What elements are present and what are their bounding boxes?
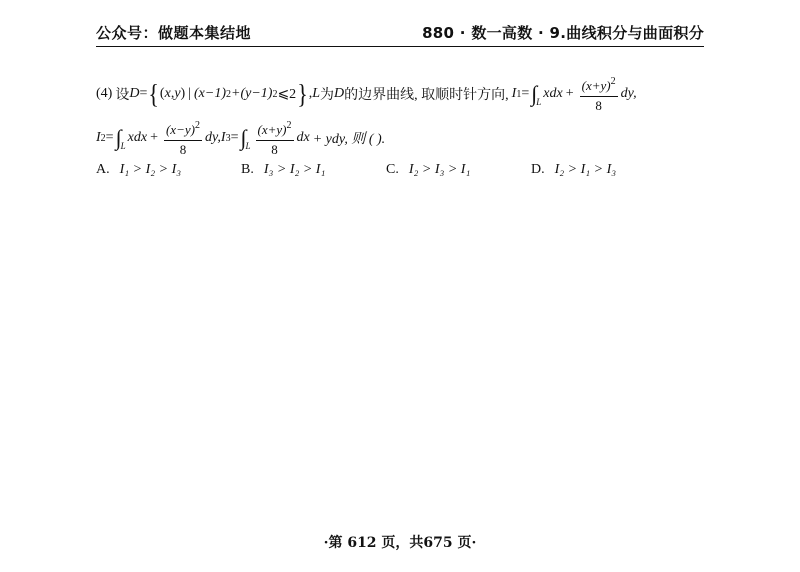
header-divider [96, 46, 704, 47]
integral-label-3: I [220, 130, 226, 145]
integral-sign: ∫ L [531, 81, 542, 107]
problem-description: 的边界曲线, 取顺时针方向, [344, 88, 509, 103]
set-name: D [129, 86, 140, 101]
integral-sign: ∫ L [240, 125, 251, 151]
option-a[interactable]: A. I₁ > I₂ > I₃ [96, 162, 182, 177]
header-source: 公众号：做题本集结地 [96, 24, 252, 42]
condition-term-a: (x−1) [194, 86, 227, 101]
problem-line-1: (4) 设 D = { (x,y) | (x−1) 2 +(y−1) 2 ⩽2 } , L 为 D 的边界曲线, 取顺时针方向, I 1 = ∫ L xdx + $\frac{(x+y)^2}{8}$ dy, [96, 72, 706, 116]
condition-term-b: +(y−1) [231, 86, 273, 101]
set-separator: | [188, 86, 192, 101]
option-b-text: I₃ > I₂ > I₁ [263, 162, 326, 177]
problem-line-2: I 2 = ∫ L xdx + $\frac{(x-y)^2}{8}$ dy, I 3 = ∫ L $\frac{(x+y)^2}{8}$ dx + ydy, 则 ( ). [96, 116, 706, 160]
problem-intro: 设 [115, 88, 130, 103]
option-d-text: I₂ > I₁ > I₃ [554, 162, 617, 177]
problem-block [96, 72, 706, 178]
answer-options [96, 162, 706, 178]
header-chapter: 880 · 数一高数 · 9.曲线积分与曲面积分 [422, 24, 704, 42]
page-number: ·第 612 页，共675 页· [323, 535, 477, 551]
option-c[interactable]: C. I₂ > I₃ > I₁ [386, 162, 471, 177]
fraction-diff-square: $\frac{(x-y)^2}{8}$ [164, 117, 202, 159]
integral-label-2: I [96, 130, 101, 145]
equals-sign: = [139, 86, 148, 101]
left-brace: { [148, 77, 159, 109]
condition-bound: ⩽2 [277, 86, 297, 102]
option-a-text: I₁ > I₂ > I₃ [119, 162, 182, 177]
fraction-sum-square: $\frac{(x+y)^2}{8}$ [580, 73, 618, 115]
integral-sign: ∫ L [115, 125, 126, 151]
option-b[interactable]: B. I₃ > I₂ > I₁ [241, 162, 326, 177]
integral-label-1: I [511, 86, 517, 101]
set-point: (x,y) [159, 86, 186, 101]
problem-number: (4) [96, 86, 113, 101]
option-c-text: I₂ > I₃ > I₁ [408, 162, 471, 177]
option-d[interactable]: D. I₂ > I₁ > I₃ [531, 162, 617, 177]
problem-question: + ydy, 则 ( ). [312, 132, 386, 147]
right-brace: } [297, 77, 308, 109]
curve-name: L [312, 86, 321, 101]
fraction-sum-square-2: $\frac{(x+y)^2}{8}$ [256, 117, 294, 159]
